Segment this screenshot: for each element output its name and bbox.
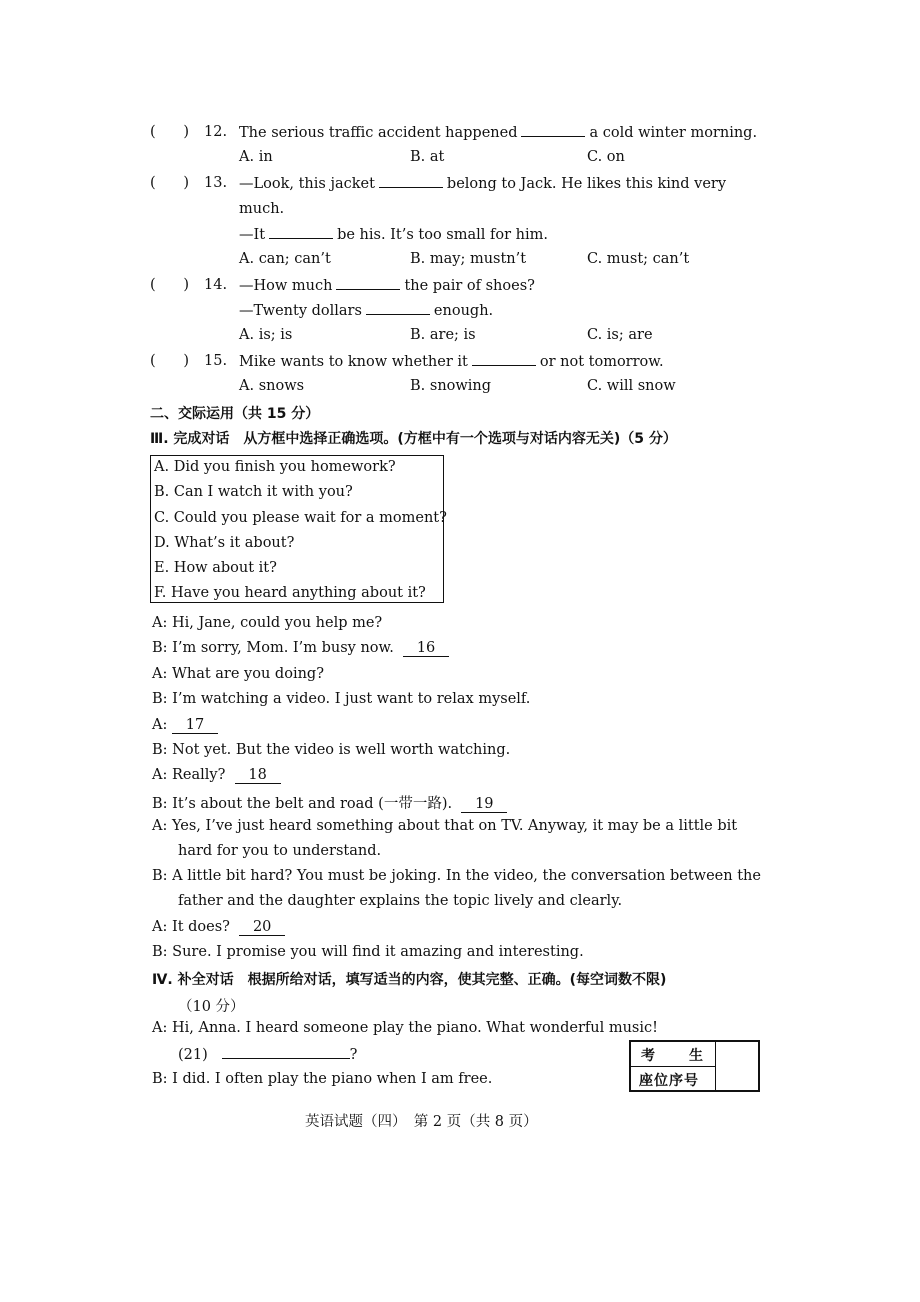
page-footer: 英语试题（四） 第 2 页（共 8 页） [305,1114,538,1130]
dialogue-line-21: (21) ? [178,1047,358,1063]
box-option-f: F. Have you heard anything about it? [154,585,426,601]
question-text-13: —Look, this jacket belong to Jack. He likes this kind very [239,176,727,192]
box-option-e: E. How about it? [154,560,277,576]
answer-blank-19: 19 [461,796,507,813]
question-text-14-line2: —Twenty dollars enough. [239,303,494,319]
option-13-a: A. can; can’t [239,251,331,267]
box-option-c: C. Could you please wait for a moment? [154,510,447,526]
options-box [150,455,447,603]
question-number-12: 12. [204,124,228,140]
answer-paren-14: ( ) [150,277,189,293]
answer-paren-15: ( ) [150,353,189,369]
answer-blank [472,353,536,366]
option-12-c: C. on [587,149,625,165]
option-15-a: A. snows [239,378,305,394]
part4-title: Ⅳ. 补全对话 根据所给对话，填写适当的内容，使其完整、正确。(每空词数不限) [152,972,667,988]
dialogue-line: A: Hi, Anna. I heard someone play the piano. What wonderful music! [152,1020,658,1036]
box-option-b: B. Can I watch it with you? [154,484,353,500]
dialogue-line: B: I’m watching a video. I just want to relax myself. [152,691,531,707]
answer-blank-21 [222,1046,350,1059]
dialogue-line: B: I’m sorry, Mom. I’m busy now. 16 [152,640,449,657]
seat-label-kao: 考 [641,1048,656,1064]
question-text-15: Mike wants to know whether it or not tomorrow. [239,354,664,370]
option-12-a: A. in [239,149,273,165]
option-12-b: B. at [410,149,445,165]
seat-label-number: 座位序号 [639,1073,699,1089]
question-text-12: The serious traffic accident happened a cold winter morning. [239,125,758,141]
question-number-14: 14. [204,277,228,293]
dialogue-line: A: Really? 18 [152,767,281,784]
dialogue-line: B: Sure. I promise you will find it amazing and interesting. [152,944,584,960]
answer-blank-17: 17 [172,717,218,734]
seat-number-field[interactable] [717,1042,758,1090]
question-number-13: 13. [204,175,228,191]
dialogue-line: A: What are you doing? [152,666,324,682]
option-15-b: B. snowing [410,378,492,394]
dialogue-line: B: I did. I often play the piano when I am free. [152,1071,493,1087]
box-option-d: D. What’s it about? [154,535,295,551]
answer-blank [269,226,333,239]
dialogue-line: A: 17 [152,717,218,734]
part4-points: （10 分） [178,999,245,1015]
question-text-13-cont: much. [239,201,285,217]
seat-label-sheng: 生 [689,1048,704,1064]
answer-paren-13: ( ) [150,175,189,191]
answer-blank-16: 16 [403,640,449,657]
dialogue-line: A: Hi, Jane, could you help me? [152,615,383,631]
answer-blank [336,277,400,290]
dialogue-line: A: It does? 20 [152,919,285,936]
dialogue-line: B: Not yet. But the video is well worth watching. [152,742,511,758]
question-text-14: —How much the pair of shoes? [239,278,535,294]
dialogue-line-cont: father and the daughter explains the topic lively and clearly. [178,893,623,909]
option-14-b: B. are; is [410,327,476,343]
option-14-c: C. is; are [587,327,653,343]
answer-paren-12: ( ) [150,124,189,140]
dialogue-line-cont: hard for you to understand. [178,843,382,859]
option-14-a: A. is; is [239,327,293,343]
answer-blank-20: 20 [239,919,285,936]
question-number-15: 15. [204,353,228,369]
answer-blank [521,124,585,137]
seat-number-box [629,1040,760,1092]
answer-blank [379,175,443,188]
question-text-13-line2: —It be his. It’s too small for him. [239,227,548,243]
dialogue-line: B: It’s about the belt and road (一带一路). 19 [152,792,507,813]
part3-title: Ⅲ. 完成对话 从方框中选择正确选项。(方框中有一个选项与对话内容无关)（5 分） [150,431,677,447]
answer-blank-18: 18 [235,767,281,784]
section-title: 二、交际运用（共 15 分） [150,406,320,422]
dialogue-line: A: Yes, I’ve just heard something about that on TV. Anyway, it may be a little bit [152,818,738,834]
dialogue-line: B: A little bit hard? You must be joking. In the video, the conversation between the [152,868,761,884]
option-13-c: C. must; can’t [587,251,690,267]
answer-blank [366,302,430,315]
box-option-a: A. Did you finish you homework? [154,459,396,475]
option-15-c: C. will snow [587,378,676,394]
option-13-b: B. may; mustn’t [410,251,527,267]
